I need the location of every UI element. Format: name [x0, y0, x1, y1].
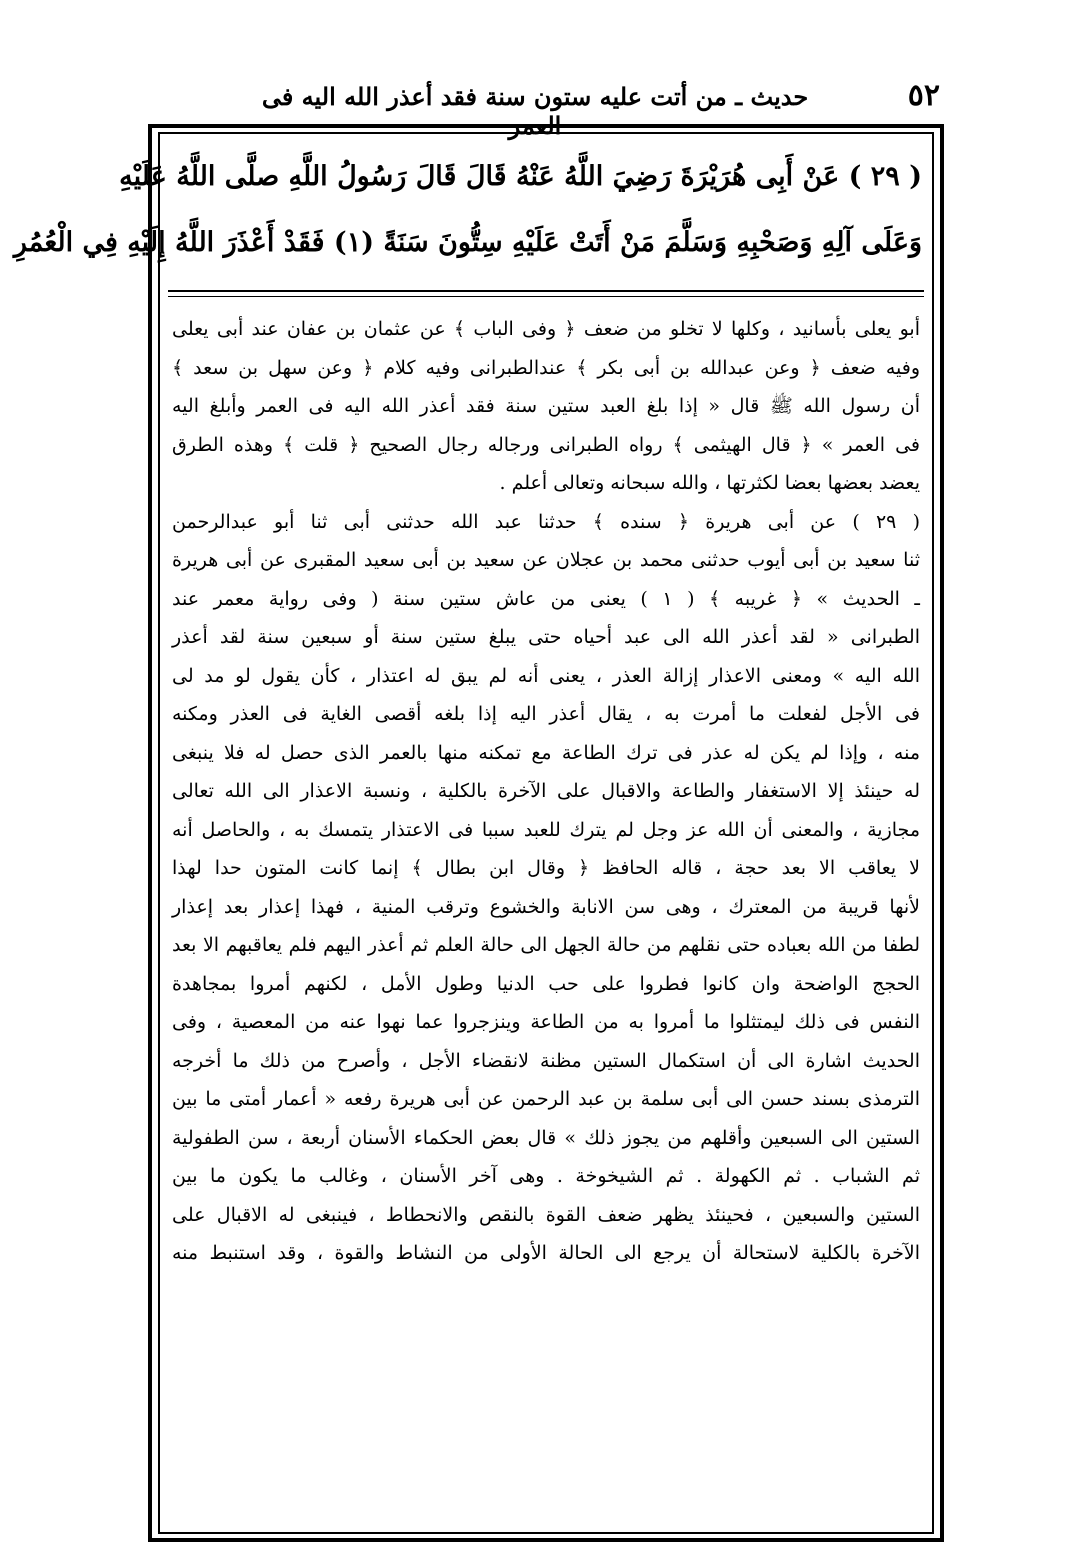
- text-line: الآخرة بالكلية لاستحالة أن يرجع الى الحالة الأولى من النشاط والقوة ، وقد استنبط منه: [172, 1242, 920, 1264]
- text-line: ـ الحديث » ﴿ غريبه ﴾ ( ١ ) يعنى من عاش ستين سنة ( وفى رواية معمر عند: [172, 587, 920, 610]
- text-line: النفس فى ذلك ليمتثلوا ما أمروا به من الطاعة وينزجروا عما نهوا عنه من المعصية ، وفى: [172, 1011, 920, 1033]
- text-line: أبو يعلى بأسانيد ، وكلها لا تخلو من ضعف ﴿ وفى الباب ﴾ عن عثمان بن عفان عند أبى يعلى: [172, 318, 920, 340]
- text-line: منه ، وإذا لم يكن له عذر فى ترك الطاعة مع تمكنه منها بالعمر الذى حصل له فلا ينبغى: [172, 741, 920, 764]
- page-number: ٥٢: [907, 78, 940, 113]
- running-title: حديث ـ من أتت عليه ستون سنة فقد أعذر الله اليه فى العمر: [261, 82, 809, 140]
- text-line: الترمذى بسند حسن الى أبى سلمة بن عبد الرحمن عن أبى هريرة رفعه « أعمار أمتى ما بين: [172, 1088, 920, 1110]
- page-header: [150, 78, 940, 140]
- text-line: لطفا من الله بعباده حتى نقلهم من حالة الجهل الى حالة العلم ثم أعذر اليهم فلم يعاقبهم الا بعد: [172, 934, 920, 956]
- text-line: الطبرانى « لقد أعذر الله الى عبد أحياه حتى يبلغ ستين سنة أو سبعين سنة لقد أعذر: [172, 626, 920, 648]
- text-line: الستين والسبعين ، فحينئذ يظهر ضعف القوة بالنقص والانحطاط ، فينبغى له الاقبال على: [172, 1203, 920, 1226]
- text-line: أن رسول الله ﷺ قال « إذا بلغ العبد ستين سنة فقد أعذر الله اليه فى العمر وأبلغ اليه: [172, 395, 920, 417]
- text-line: ( ٢٩ ) عن أبى هريرة ﴿ سنده ﴾ حدثنا عبد الله حدثنى أبى ثنا أبو عبدالرحمن: [172, 510, 920, 533]
- hadith-text: [13, 144, 922, 282]
- text-line: الستين الى السبعين وأقلهم من يجوز ذلك » قال بعض الحكماء الأسنان أربعة ، سن الطفولية: [172, 1126, 920, 1149]
- text-line: وفيه ضعف ﴿ وعن عبدالله بن أبى بكر ﴾ عندالطبرانى وفيه كلام ﴿ وعن سهل بن سعد ﴾: [172, 356, 920, 379]
- hadith-line: وَعَلَى آلِهِ وَصَحْبِهِ وَسَلَّمَ مَنْ أَتَتْ عَلَيْهِ سِتُّونَ سَنَةً (١) فَقَدْ أَعْذَرَ اللَّهُ إِلَيْهِ فِي الْعُمُرِ: [13, 227, 922, 258]
- text-line: لأنها قريبة من المعترك ، وهى سن الانابة والخشوع وترقب المنية ، فهذا إعذار بعد إعذار: [172, 895, 920, 918]
- text-line: فى الأجل لفعلت ما أمرت به ، يقال أعذر اليه إذا بلغه أقصى الغاية فى العذر ومكنه: [172, 703, 920, 725]
- text-line: الحجج الواضحة وان كانوا فطروا على حب الدنيا وطول الأمل ، لكنهم أمروا بمجاهدة: [172, 972, 920, 995]
- commentary-text: [172, 310, 920, 1273]
- text-line: لا يعاقب الا بعد حجة ، قاله الحافظ ﴿ وقال ابن بطال ﴾ إنما كانت المتون حدا لهذا: [172, 857, 920, 879]
- text-line: مجازية ، والمعنى أن الله عز وجل لم يترك للعبد سببا فى الاعتذار يتمسك به ، والحاصل أنه: [172, 818, 920, 841]
- text-line: يعضد بعضها بعضا لكثرتها ، والله سبحانه وتعالى أعلم .: [499, 472, 920, 494]
- text-line: الله اليه » ومعنى الاعذار إزالة العذر ، يعنى أنه لم يبق له اعتذار ، كأن يقول لو مد لى: [172, 664, 920, 687]
- separator-rule: [168, 296, 924, 297]
- text-line: الحديث اشارة الى أن استكمال الستين مظنة لانقضاء الأجل ، وأصرح من ذلك ما أخرجه: [172, 1049, 920, 1072]
- separator-rule: [168, 290, 924, 292]
- text-line: ثنا سعيد بن أبى أيوب حدثنى محمد بن عجلان عن سعيد بن أبى سعيد المقبرى عن أبى هريرة: [172, 549, 920, 571]
- hadith-line: ( ٢٩ ) عَنْ أَبِى هُرَيْرَةَ رَضِيَ اللَّهُ عَنْهُ قَالَ قَالَ رَسُولُ اللَّهِ صلَّى اللَّهُ عَلَيْهِ: [119, 161, 922, 192]
- text-line: له حينئذ إلا الاستغفار والطاعة والاقبال على الآخرة بالكلية ، ونسبة الاعذار الى الله تعالى: [172, 780, 920, 802]
- text-line: فى العمر » ﴿ قال الهيثمى ﴾ رواه الطبرانى ورجاله رجال الصحيح ﴿ قلت ﴾ وهذه الطرق: [172, 433, 920, 456]
- text-line: ثم الشباب . ثم الكهولة . ثم الشيخوخة . وهى آخر الأسنان ، وغالب ما يكون ما بين: [172, 1165, 920, 1187]
